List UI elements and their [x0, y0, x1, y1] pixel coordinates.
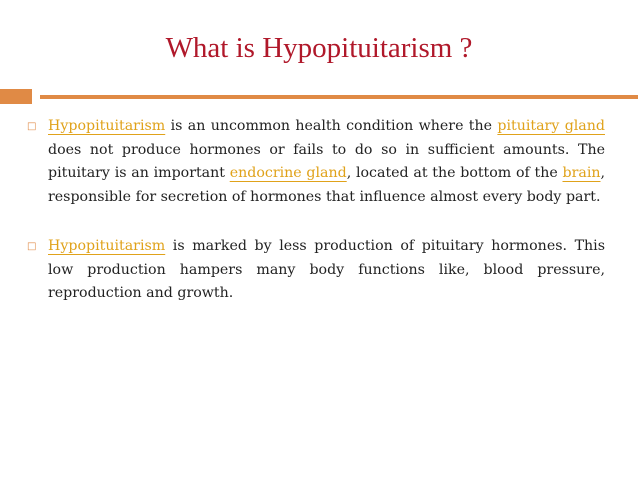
title-rule-block — [0, 89, 32, 104]
bullet-icon: □ — [27, 241, 37, 252]
link-brain[interactable]: brain — [562, 165, 601, 181]
paragraph-text: is marked by less production of pituitary hormones. This low production hampers many body functions like, blood pressure, reproduction and growth. — [48, 238, 605, 301]
paragraph-definition — [48, 115, 605, 209]
paragraph-text: is an uncommon health condition where the — [165, 118, 498, 134]
bullet-icon: □ — [27, 121, 37, 132]
paragraph-text: does not produce hormones or fails to do so in sufficient amounts. The pituitary is an important — [48, 141, 605, 181]
paragraph-text: , located at the bottom of the — [346, 165, 563, 181]
title-rule-line — [40, 95, 638, 99]
paragraph-text: , responsible for secretion of hormones that influence almost every body part. — [48, 165, 606, 205]
slide-title: What is Hypopituitarism ? — [165, 32, 473, 64]
link-hypopituitarism[interactable]: Hypopituitarism — [48, 238, 166, 254]
link-pituitary-gland[interactable]: pituitary gland — [497, 118, 605, 134]
link-hypopituitarism[interactable]: Hypopituitarism — [48, 118, 166, 134]
link-endocrine-gland[interactable]: endocrine gland — [229, 165, 347, 181]
paragraph-production — [48, 235, 605, 306]
